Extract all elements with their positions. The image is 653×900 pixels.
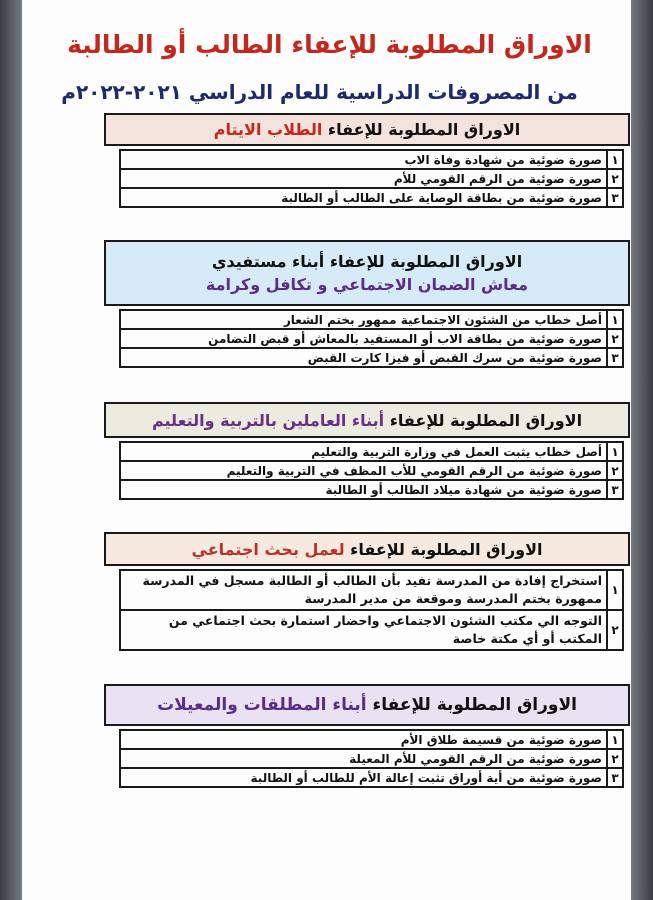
table-row: [120, 188, 623, 207]
row-number: ١: [607, 150, 623, 169]
section-orphans: [104, 113, 630, 208]
table-row: [120, 610, 623, 650]
table-row: [120, 570, 623, 610]
section-header: [104, 532, 630, 566]
section-education-workers: [104, 402, 630, 500]
table-row: [120, 768, 623, 787]
table-row: [120, 480, 623, 499]
row-number: ١: [607, 442, 623, 461]
table-row: [120, 169, 623, 188]
row-number: ٣: [607, 768, 623, 787]
section-social-pension: [104, 240, 630, 368]
row-text: صورة ضوئية من سرك القبض أو فيزا كارت القبض: [120, 348, 607, 367]
section-header-text: الاوراق المطلوبة للإعفاء أبناء مستفيدي: [211, 252, 523, 271]
section-header: [104, 684, 630, 726]
row-text: صورة ضوئية من بطاقة الاب أو المستفيد بالمعاش أو قبض التضامن: [120, 329, 607, 348]
row-number: ٢: [607, 749, 623, 768]
section-header-accent: معاش الضمان الاجتماعي و تكافل وكرامة: [205, 275, 529, 294]
row-number: ١: [607, 310, 623, 329]
row-number: ١: [607, 570, 623, 610]
requirements-table: [119, 149, 624, 208]
row-text: صورة ضوئية من الرقم القومي للأب المظف في التربية والتعليم: [120, 461, 607, 480]
requirements-table: [119, 569, 624, 651]
table-row: [120, 749, 623, 768]
row-text: أصل خطاب يثبت العمل في وزارة التربية والتعليم: [120, 442, 607, 461]
section-header: [104, 240, 630, 306]
row-text: صورة ضوئية من قسيمة طلاق الأم: [120, 730, 607, 749]
section-header-text: الاوراق المطلوبة للإعفاء: [322, 120, 521, 139]
row-text: صورة ضوئية من الرقم القومي للأم: [120, 169, 607, 188]
requirements-table: [119, 309, 624, 368]
table-row: [120, 348, 623, 367]
row-number: ٢: [607, 610, 623, 650]
row-number: ٢: [607, 169, 623, 188]
row-text: أصل خطاب من الشئون الاجتماعية ممهور بختم الشعار: [120, 310, 607, 329]
table-row: [120, 730, 623, 749]
row-number: ٣: [607, 348, 623, 367]
section-header-accent: الطلاب الايتام: [213, 120, 323, 139]
row-text: صورة ضوئية من الرقم القومي للأم المعيلة: [120, 749, 607, 768]
table-row: [120, 150, 623, 169]
requirements-table: [119, 441, 624, 500]
row-text: التوجه الي مكتب الشئون الاجتماعي واحضار استمارة بحث اجتماعي من المكتب أو أي مكتة خاصة: [120, 610, 607, 650]
left-page-edge: [0, 0, 22, 900]
row-text: صورة ضوئية من أية أوراق تثبت إعالة الأم للطالب أو الطالبة: [120, 768, 607, 787]
page-subtitle: من المصروفات الدراسية للعام الدراسي ٢٠٢١-٢٠٢٢م: [61, 80, 578, 104]
document-sheet: [22, 0, 631, 900]
row-text: صورة ضوئية من شهادة وفاة الاب: [120, 150, 607, 169]
row-text: استخراج إفادة من المدرسة تفيد بأن الطالب أو الطالبة مسجل في المدرسة ممهورة بختم المدرسة وموقعة من مدير المدرسة: [120, 570, 607, 610]
table-row: [120, 461, 623, 480]
row-number: ٢: [607, 329, 623, 348]
section-divorced-mothers: [104, 684, 630, 788]
section-header-text: الاوراق المطلوبة للإعفاء: [384, 410, 583, 430]
table-row: [120, 329, 623, 348]
row-text: صورة ضوئية من بطاقة الوصاية على الطالب أو الطالبة: [120, 188, 607, 207]
section-header-accent: لعمل بحث اجتماعي: [191, 539, 345, 559]
section-header-text: الاوراق المطلوبة للإعفاء: [344, 539, 543, 559]
table-row: [120, 310, 623, 329]
row-number: ١: [607, 730, 623, 749]
requirements-table: [119, 729, 624, 788]
row-number: ٢: [607, 461, 623, 480]
section-header-accent: أبناء المطلقات والمعيلات: [157, 695, 367, 715]
section-header-text: الاوراق المطلوبة للإعفاء: [366, 695, 577, 715]
section-header: [104, 113, 630, 146]
section-header-accent: أبناء العاملين بالتربية والتعليم: [151, 410, 385, 430]
row-number: ٣: [607, 188, 623, 207]
table-row: [120, 442, 623, 461]
row-number: ٣: [607, 480, 623, 499]
page-title: الاوراق المطلوبة للإعفاء الطالب أو الطالبة: [67, 30, 592, 59]
section-social-research: [104, 532, 630, 651]
row-text: صورة ضوئية من شهادة ميلاد الطالب أو الطالبة: [120, 480, 607, 499]
right-page-edge: [631, 0, 653, 900]
section-header: [104, 402, 630, 438]
